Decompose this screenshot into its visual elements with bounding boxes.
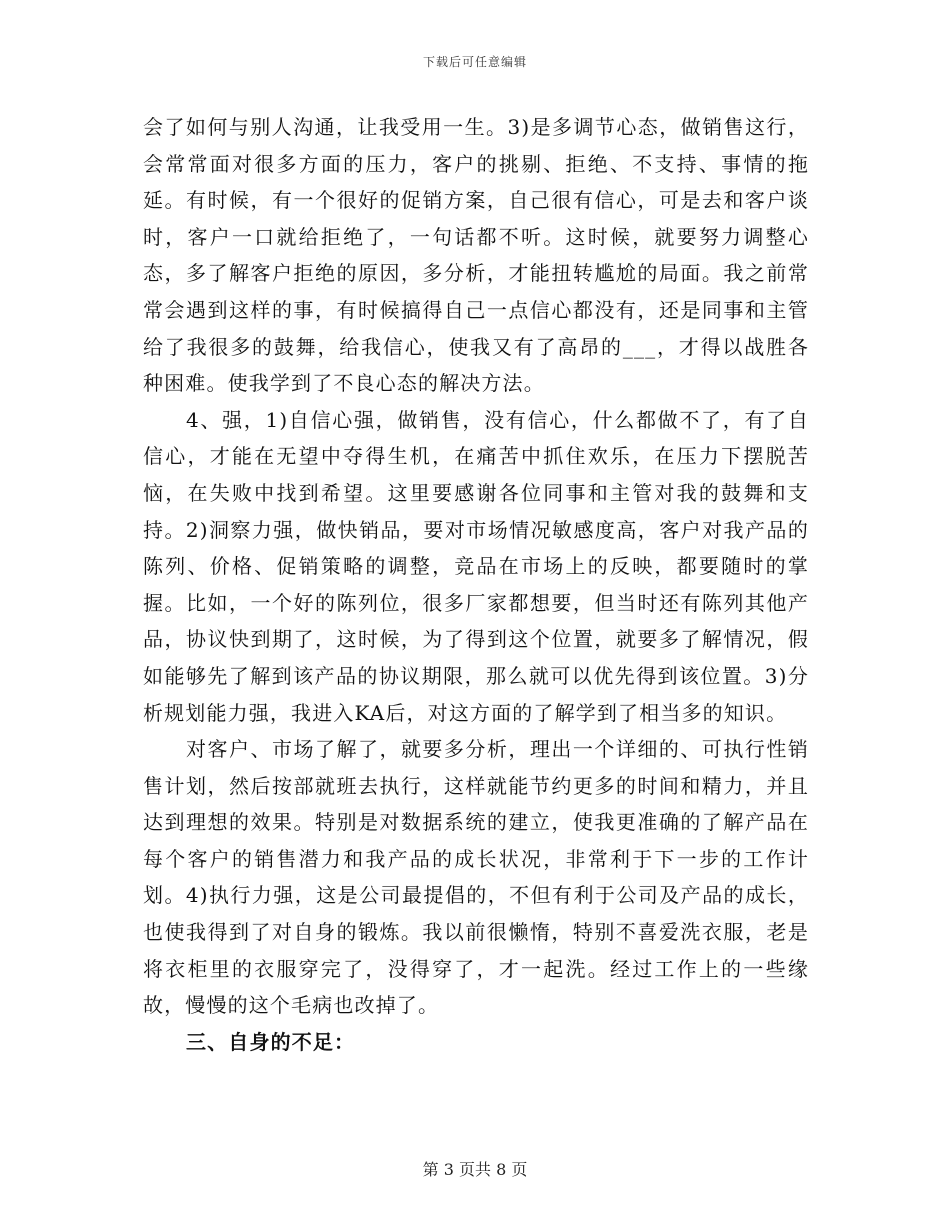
paragraph-continuation: 会了如何与别人沟通，让我受用一生。3)是多调节心态，做销售这行，会常常面对很多方面的压力，客户的挑剔、拒绝、不支持、事情的拖延。有时候，有一个很好的促销方案，自己很有信心，可是去和客户谈时，客户一口就给拒绝了，一句话都不听。这时候，就要努力调整心态，多了解客户拒绝的原因，多分析，才能扭转尴尬的局面。我之前常常会遇到这样的事，有时候搞得自己一点信心都没有，还是同事和主管给了我很多的鼓舞，给我信心，使我又有了高昂的___，才得以战胜各种困难。使我学到了不良心态的解决方法。	[143, 115, 809, 396]
page-number: 第 3 页共 8 页	[422, 1160, 528, 1179]
paragraph-strengths: 4、强，1)自信心强，做销售，没有信心，什么都做不了，有了自信心，才能在无望中夺得生机，在痛苦中抓住欢乐，在压力下摆脱苦恼，在失败中找到希望。这里要感谢各位同事和主管对我的鼓舞和支持。2)洞察力强，做快销品，要对市场情况敏感度高，客户对我产品的陈列、价格、促销策略的调整，竞品在市场上的反映，都要随时的掌握。比如，一个好的陈列位，很多厂家都想要，但当时还有陈列其他产品，协议快到期了，这时候，为了得到这个位置，就要多了解情况，假如能够先了解到该产品的协议期限，那么就可以优先得到该位置。3)分析规划能力强，我进入KA后，对这方面的了解学到了相当多的知识。	[143, 407, 809, 725]
document-body	[143, 109, 809, 1060]
paragraph-execution: 对客户、市场了解了，就要多分析，理出一个详细的、可执行性销售计划，然后按部就班去执行，这样就能节约更多的时间和精力，并且达到理想的效果。特别是对数据系统的建立，使我更准确的了解产品在每个客户的销售潜力和我产品的成长状况，非常利于下一步的工作计划。4)执行力强，这是公司最提倡的，不但有利于公司及产品的成长，也使我得到了对自身的锻炼。我以前很懒惰，特别不喜爱洗衣服，老是将衣柜里的衣服穿完了，没得穿了，才一起洗。经过工作上的一些缘故，慢慢的这个毛病也改掉了。	[143, 737, 809, 1018]
section-heading-shortcomings: 三、自身的不足：	[186, 1029, 356, 1054]
header-note: 下载后可任意编辑	[422, 55, 527, 69]
